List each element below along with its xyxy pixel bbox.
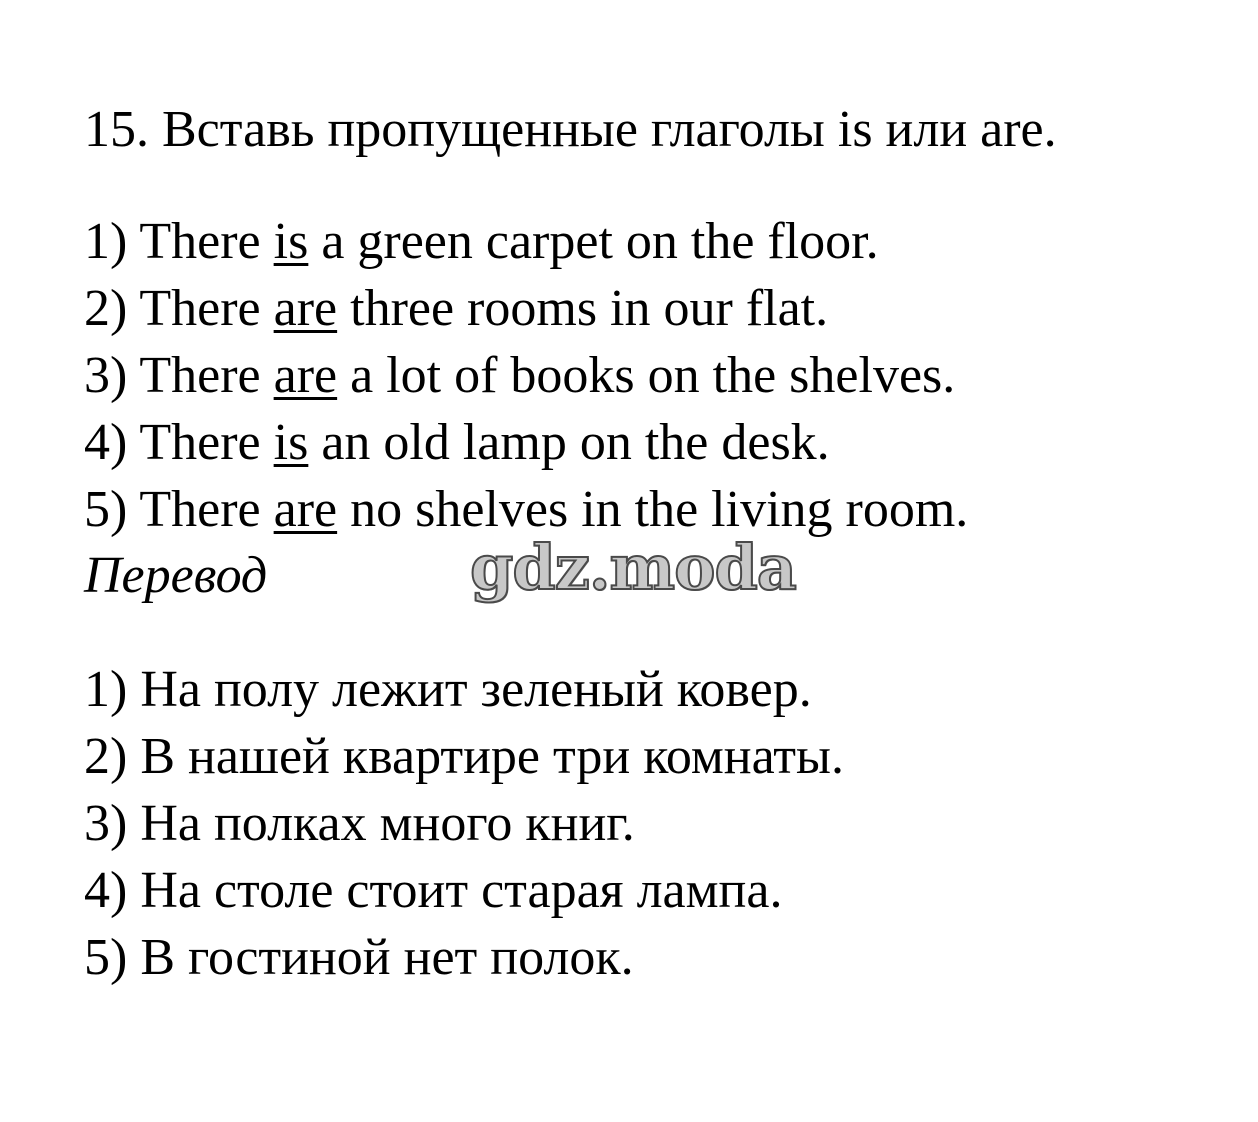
sentence-start: There <box>139 347 261 404</box>
translation-line-5: 5) В гостиной нет полок. <box>84 929 634 986</box>
answer-word: are <box>273 347 338 404</box>
answer-word: is <box>273 213 309 270</box>
answer-word: are <box>273 481 338 538</box>
sentence-start: There <box>139 481 261 538</box>
sentence-number: 4) <box>84 414 128 471</box>
translation-heading: Перевод <box>84 547 268 604</box>
translation-line-3: 3) На полках много книг. <box>84 795 635 852</box>
sentence-2 <box>84 279 828 339</box>
sentence-end: a green carpet on the floor. <box>321 213 879 270</box>
translation-line-1: 1) На полу лежит зеленый ковер. <box>84 661 812 718</box>
translation-line-2: 2) В нашей квартире три комнаты. <box>84 728 844 785</box>
exercise-title: 15. Вставь пропущенные глаголы is или are. <box>84 101 1057 158</box>
sentence-start: There <box>139 280 261 337</box>
sentence-start: There <box>139 414 261 471</box>
answer-word: is <box>273 414 309 471</box>
sentence-number: 1) <box>84 213 128 270</box>
sentence-3 <box>84 346 955 406</box>
watermark-logo: gdz.moda <box>470 531 796 604</box>
sentence-number: 5) <box>84 481 128 538</box>
sentence-number: 3) <box>84 347 128 404</box>
sentence-1 <box>84 212 879 272</box>
sentence-4 <box>84 413 830 473</box>
sentence-start: There <box>139 213 261 270</box>
sentence-end: three rooms in our flat. <box>350 280 829 337</box>
sentence-end: no shelves in the living room. <box>350 481 969 538</box>
sentence-end: an old lamp on the desk. <box>321 414 830 471</box>
sentence-number: 2) <box>84 280 128 337</box>
answer-word: are <box>273 280 338 337</box>
sentence-end: a lot of books on the shelves. <box>350 347 956 404</box>
translation-line-4: 4) На столе стоит старая лампа. <box>84 862 783 919</box>
